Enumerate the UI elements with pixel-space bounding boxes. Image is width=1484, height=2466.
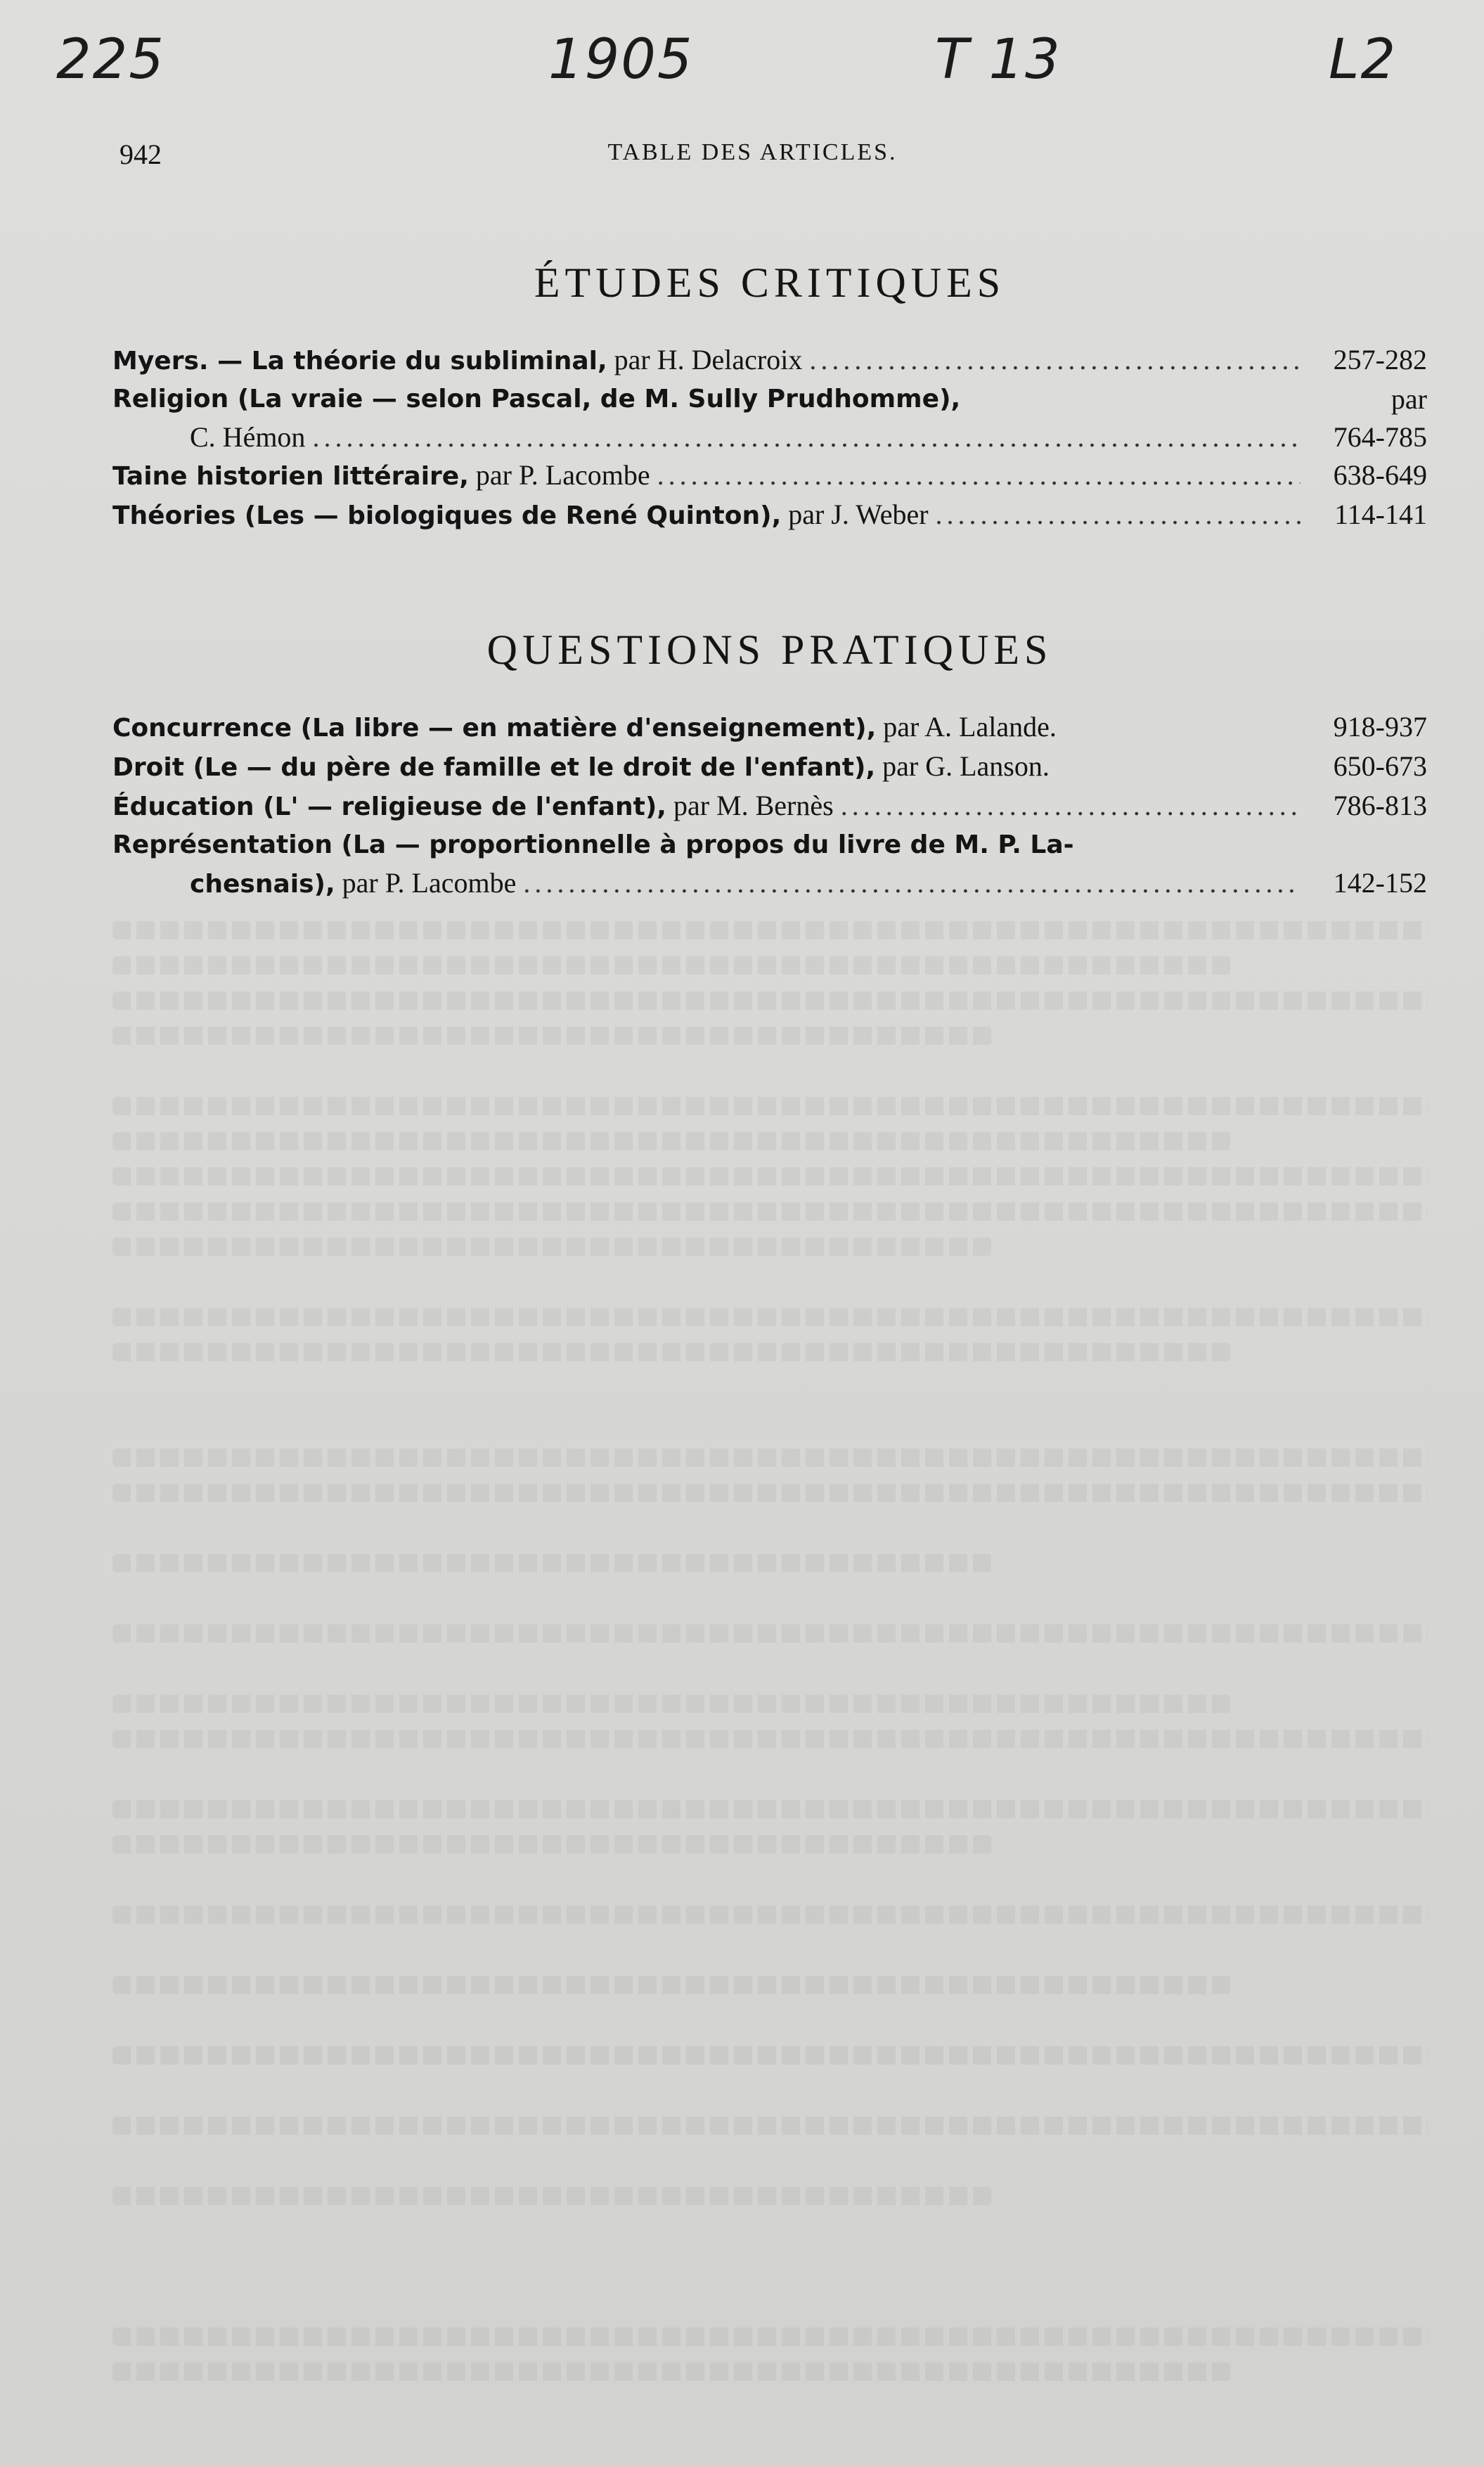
bleed-through-line xyxy=(112,2046,1428,2064)
entry-text xyxy=(112,341,802,380)
bleed-through-line xyxy=(112,1343,1231,1361)
dot-leader xyxy=(936,496,1301,534)
entry-keyword: Représentation (La — proportionnelle à propos du livre de M. P. La- xyxy=(112,830,1074,859)
entry-continuation xyxy=(112,864,1427,904)
entry-author: par P. Lacombe xyxy=(468,459,650,491)
toc-entry xyxy=(112,456,1427,496)
bleed-through-line xyxy=(112,1730,1428,1748)
bleed-through-line xyxy=(112,2187,992,2205)
entry-text: par xyxy=(1391,383,1427,415)
entry-text xyxy=(112,496,929,535)
handwritten-note-year: 1905 xyxy=(548,28,694,91)
section-title: ÉTUDES CRITIQUES xyxy=(534,259,1006,306)
entry-pages: 114-141 xyxy=(1334,499,1427,530)
entry-pages: 764-785 xyxy=(1333,421,1427,453)
bleed-through-line xyxy=(112,1554,992,1572)
entry-keyword: Droit (Le — du père de famille et le droit de l'enfant), xyxy=(112,753,876,782)
toc-entry xyxy=(112,747,1427,787)
entry-first-line xyxy=(112,380,1427,418)
bleed-through-line xyxy=(112,1624,1428,1643)
toc-entry xyxy=(112,787,1427,826)
entry-text xyxy=(112,456,650,496)
toc-entry xyxy=(112,496,1427,535)
entry-text xyxy=(190,864,516,904)
section-questions-pratiques xyxy=(112,626,1427,904)
bleed-through-line xyxy=(112,1238,992,1256)
bleed-through-line xyxy=(112,956,1231,975)
entry-pages: 918-937 xyxy=(1333,711,1427,743)
bleed-through-line xyxy=(112,1976,1231,1994)
bleed-through-line xyxy=(112,2363,1231,2381)
entry-text xyxy=(112,708,1057,747)
entry-author: par M. Bernès xyxy=(666,790,834,821)
running-title: TABLE DES ARTICLES. xyxy=(607,139,898,165)
toc-entry xyxy=(112,380,1427,456)
entry-author: par P. Lacombe xyxy=(335,867,517,899)
bleed-through-line xyxy=(112,1027,992,1045)
toc-entry xyxy=(112,826,1427,904)
entry-pages: 638-649 xyxy=(1333,459,1427,491)
bleed-through-line xyxy=(112,1695,1231,1713)
section-etudes-critiques xyxy=(112,259,1427,535)
entry-pages: 786-813 xyxy=(1333,790,1427,821)
bleed-through-line xyxy=(112,1167,1428,1186)
entry-keyword: Concurrence (La libre — en matière d'enseignement), xyxy=(112,714,877,743)
dot-leader xyxy=(809,341,1301,379)
section-title: QUESTIONS PRATIQUES xyxy=(486,627,1053,673)
entry-text xyxy=(112,787,834,826)
bleed-through-line xyxy=(112,991,1428,1010)
entry-author: par J. Weber xyxy=(781,499,929,530)
entry-keyword: Religion (La vraie — selon Pascal, de M. Sully Prudhomme), xyxy=(112,385,961,413)
entry-keyword: Théories (Les — biologiques de René Quinton), xyxy=(112,501,782,530)
toc-entry xyxy=(112,708,1427,747)
handwritten-note-left: 225 xyxy=(56,28,165,91)
entry-continuation xyxy=(112,418,1427,456)
entry-author: par G. Lanson. xyxy=(875,750,1050,782)
entry-keyword: Éducation (L' — religieuse de l'enfant), xyxy=(112,792,666,821)
entry-keyword-continued: chesnais), xyxy=(190,870,335,899)
entry-author: par A. Lalande. xyxy=(876,711,1057,743)
bleed-through-line xyxy=(112,921,1428,939)
entry-keyword: Myers. — La théorie du subliminal, xyxy=(112,347,607,375)
entry-keyword: Taine historien littéraire, xyxy=(112,462,469,491)
bleed-through-line xyxy=(112,1132,1231,1150)
dot-leader xyxy=(841,787,1301,825)
bleed-through-line xyxy=(112,1202,1428,1221)
bleed-through-line xyxy=(112,1835,992,1854)
dot-leader xyxy=(523,864,1301,902)
bleed-through-line xyxy=(112,1800,1428,1818)
entry-text xyxy=(112,747,1050,787)
bleed-through-line xyxy=(112,1484,1428,1502)
entry-first-line xyxy=(112,826,1427,864)
entry-pages: 142-152 xyxy=(1333,867,1427,899)
bleed-through-line xyxy=(112,2327,1428,2346)
entry-pages: 257-282 xyxy=(1333,344,1427,375)
bleed-through-line xyxy=(112,1097,1428,1115)
bleed-through-line xyxy=(112,1906,1428,1924)
dot-leader xyxy=(657,456,1301,494)
handwritten-note-right: L2 xyxy=(1329,28,1398,91)
dot-leader xyxy=(312,418,1301,456)
handwritten-note-code: T 13 xyxy=(935,28,1062,91)
page-number: 942 xyxy=(120,139,162,170)
entry-author: par H. Delacroix xyxy=(607,344,803,375)
entry-pages: 650-673 xyxy=(1333,750,1427,782)
bleed-through-line xyxy=(112,1308,1428,1326)
running-header xyxy=(120,138,1386,180)
toc-entry xyxy=(112,341,1427,380)
entry-author: C. Hémon xyxy=(190,421,306,453)
bleed-through-line xyxy=(112,2117,1428,2135)
bleed-through-line xyxy=(112,1449,1428,1467)
